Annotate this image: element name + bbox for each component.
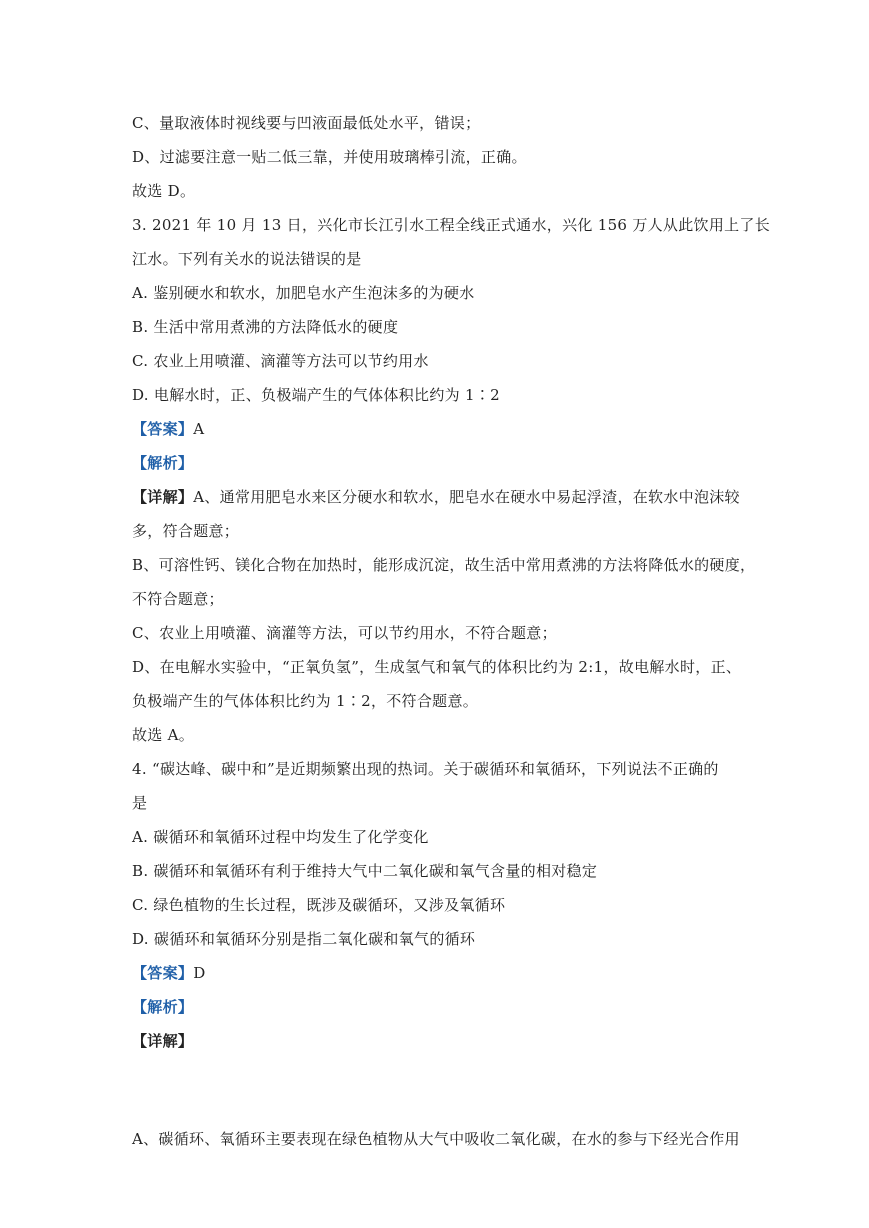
option-a: A. 鉴别硬水和软水，加肥皂水产生泡沫多的为硬水 [132, 284, 475, 302]
text-line: C、农业上用喷灌、滴灌等方法，可以节约用水，不符合题意； [132, 624, 557, 642]
detail-tag: 【详解】 [132, 1032, 194, 1050]
option-d: D. 电解水时，正、负极端产生的气体体积比约为 1∶2 [132, 386, 500, 404]
question-3-stem: 江水。下列有关水的说法错误的是 [132, 250, 362, 268]
option-a: A. 碳循环和氧循环过程中均发生了化学变化 [132, 828, 429, 846]
text-line: D、过滤要注意一贴二低三靠，并使用玻璃棒引流，正确。 [132, 148, 527, 166]
text-line: B、可溶性钙、镁化合物在加热时，能形成沉淀，故生活中常用煮沸的方法将降低水的硬度， [132, 556, 756, 574]
answer-tag: 【答案】 [132, 420, 194, 438]
analysis-line [132, 997, 193, 1017]
option-d: D. 碳循环和氧循环分别是指二氧化碳和氧气的循环 [132, 930, 476, 948]
question-4-stem: 是 [132, 794, 148, 812]
answer-tag: 【答案】 [132, 964, 194, 982]
analysis-line [132, 453, 193, 473]
text-line: C、量取液体时视线要与凹液面最低处水平，错误； [132, 114, 481, 132]
detail-line [132, 487, 740, 507]
detail-tag: 【详解】 [132, 488, 194, 506]
text-line: D、在电解水实验中，“正氧负氢”，生成氢气和氧气的体积比约为 2:1，故电解水时，正、 [132, 658, 742, 676]
text-line: 多，符合题意； [132, 522, 240, 540]
text-line: 不符合题意； [132, 590, 224, 608]
question-3-stem: 3. 2021 年 10 月 13 日，兴化市长江引水工程全线正式通水，兴化 156 万人从此饮用上了长 [132, 216, 771, 234]
option-c: C. 绿色植物的生长过程，既涉及碳循环，又涉及氧循环 [132, 896, 506, 914]
option-b: B. 生活中常用煮沸的方法降低水的硬度 [132, 318, 399, 336]
detail-line [132, 1031, 193, 1051]
option-b: B. 碳循环和氧循环有利于维持大气中二氧化碳和氧气含量的相对稳定 [132, 862, 598, 880]
answer-value: A [193, 420, 205, 438]
answer-line [132, 963, 206, 983]
text-line: 故选 A。 [132, 726, 195, 744]
question-4-stem: 4. “碳达峰、碳中和”是近期频繁出现的热词。关于碳循环和氧循环，下列说法不正确的 [132, 760, 719, 778]
answer-value: D [193, 964, 206, 982]
analysis-tag: 【解析】 [132, 454, 194, 472]
text-line: 故选 D。 [132, 182, 196, 200]
analysis-tag: 【解析】 [132, 998, 194, 1016]
option-c: C. 农业上用喷灌、滴灌等方法可以节约用水 [132, 352, 429, 370]
text-line: A、碳循环、氧循环主要表现在绿色植物从大气中吸收二氧化碳，在水的参与下经光合作用 [132, 1130, 740, 1148]
text-line: 负极端产生的气体体积比约为 1∶2，不符合题意。 [132, 692, 479, 710]
answer-line [132, 419, 204, 439]
detail-text: A、通常用肥皂水来区分硬水和软水，肥皂水在硬水中易起浮渣，在软水中泡沫较 [193, 488, 740, 506]
